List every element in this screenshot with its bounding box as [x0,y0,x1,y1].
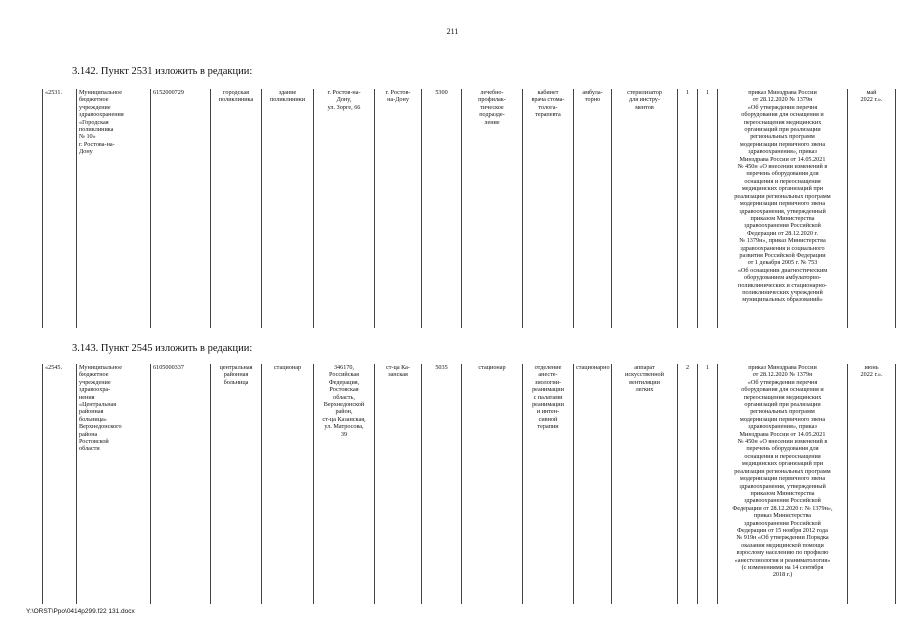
regulatory-basis: приказ Минздрава России от 28.12.2020 № 1379н «Об утверждении перечня оборудования для оснащения и переоснащения медицинских организаций при реализации региональных программ модернизации первичного звена здравоохранения», приказ Минздрава России от 14.05.2021 № 450н «О внесении изменений в перечень оборудования для оснащения и переоснащения медицинских организаций при реализации региональных программ модернизации первичного звена здравоохранения, утвержденный приказом Министерства здравоохранения Российской Федерации от 28.12.2020 г. № 1379н», приказ Министерства здравоохранения Российской Федерации от 15 ноября 2012 года № 919н «Об утверждении Порядка оказания медицинской помощи взрослому населению по профилю «анестезиология и реаниматология» (с изменениями на 14 сентября 2018 г.) [718,364,848,604]
code: 5300 [422,89,462,328]
row-number: «2531. [43,89,77,328]
section-heading-3142: 3.142. Пункт 2531 изложить в редакции: [72,66,253,77]
room: кабинет врача стома- толога- терапевта [523,89,574,328]
equipment-name: стерилизатор для инстру- ментов [612,89,678,328]
file-path-footer: Y:\ORST\Ppo\0414p299.f22 131.docx [26,608,135,615]
quantity-2: 1 [698,364,718,604]
building-type: здание поликлиники [262,89,314,328]
equipment-table-2531 [42,89,896,328]
deadline: май 2022 г.». [848,89,896,328]
organization-inn: 6105000337 [151,364,211,604]
section-heading-3143: 3.143. Пункт 2545 изложить в редакции: [72,343,253,354]
settlement: г. Ростов- на-Дону [375,89,422,328]
regulatory-basis: приказ Минздрава России от 28.12.2020 № 1379н «Об утверждении перечня оборудования для оснащения и переоснащения медицинских организаций при реализации региональных программ модернизации первичного звена здравоохранения», приказ Минздрава России от 14.05.2021 № 450н «О внесении изменений в перечень оборудования для оснащения и переоснащения медицинских организаций при реализации региональных программ модернизации первичного звена здравоохранения, утвержденный приказом Министерства здравоохранения Российской Федерации от 28.12.2020 г. № 1379н», приказ Министерства здравоохранения и социального развития Российской Федерации от 1 декабря 2005 г. № 753 «Об оснащении диагностическим оборудованием амбулаторно- поликлинических и стационарно- поликлинических учреждений муниципальных образований» [718,89,848,328]
department: лечебно- профилак- тическое подразде- ление [462,89,523,328]
department: стационар [462,364,523,604]
table-row [43,364,896,604]
organization-name: Муниципальное бюджетное учреждение здравоохра- нения «Центральная районная больница» Верхнедонского района Ростовской области [77,364,151,604]
organization-type: городская поликлиника [211,89,262,328]
deadline: июнь 2022 г.». [848,364,896,604]
equipment-name: аппарат искусственной вентиляции легких [612,364,678,604]
settlement: ст-ца Ка- занская [375,364,422,604]
room: отделение анесте- зиологии- реанимации с палатами реанимации и интен- сивной терапии [523,364,574,604]
care-mode: стационарно [574,364,612,604]
quantity-2: 1 [698,89,718,328]
page-number: 211 [446,27,459,36]
code: 5035 [422,364,462,604]
equipment-table-2545 [42,364,896,604]
address: 346170, Российская Федерация, Ростовская область, Верхнедонской район, ст-ца Казанская, ул. Матросова, 39 [314,364,375,604]
address: г. Ростов-на- Дону, ул. Зорге, 66 [314,89,375,328]
organization-type: центральная районная больница [211,364,262,604]
organization-name: Муниципальное бюджетное учреждение здравоохранения «Городская поликлиника № 10» г. Ростова-на- Дону [77,89,151,328]
quantity-1: 2 [678,364,698,604]
quantity-1: 1 [678,89,698,328]
table-row [43,89,896,328]
row-number: «2545. [43,364,77,604]
care-mode: амбула- торно [574,89,612,328]
organization-inn: 6152000729 [151,89,211,328]
building-type: стационар [262,364,314,604]
